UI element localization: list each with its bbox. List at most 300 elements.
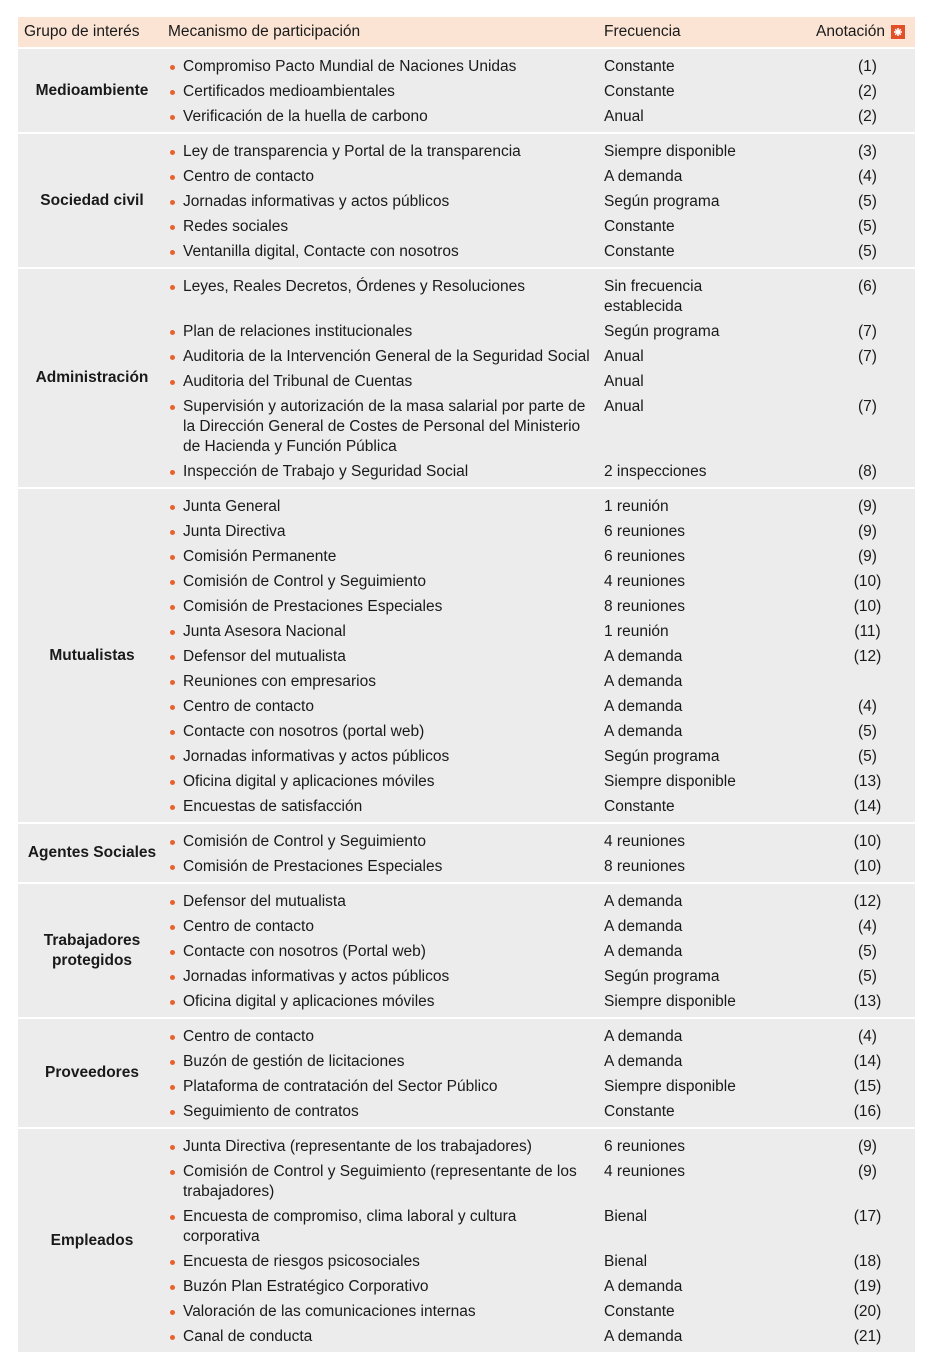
bullet-dot-icon	[170, 900, 175, 905]
table-header	[18, 17, 915, 47]
note-cell: (4)	[858, 167, 877, 185]
mechanism-text: Valoración de las comunicaciones internas	[183, 1302, 476, 1320]
table-row	[166, 344, 915, 369]
stakeholder-group	[18, 882, 915, 1017]
bullet-dot-icon	[170, 780, 175, 785]
frequency-cell: A demanda	[604, 167, 683, 185]
note-cell: (12)	[853, 892, 882, 910]
header-mechanism: Mecanismo de participación	[168, 23, 361, 40]
frequency-cell: A demanda	[604, 647, 683, 665]
note-cell: (5)	[858, 967, 877, 985]
note-cell: (1)	[858, 57, 877, 75]
mechanism-text: Leyes, Reales Decretos, Órdenes y Resoluciones	[183, 277, 526, 295]
bullet-dot-icon	[170, 1145, 175, 1150]
frequency-cell: 6 reuniones	[604, 547, 686, 565]
bullet-dot-icon	[170, 1085, 175, 1090]
frequency-cell: A demanda	[604, 1052, 683, 1070]
bullet-dot-icon	[170, 865, 175, 870]
mechanism-text: Comisión de Prestaciones Especiales	[183, 857, 443, 875]
mechanism-text: Encuesta de riesgos psicosociales	[183, 1252, 420, 1270]
bullet-dot-icon	[170, 1170, 175, 1175]
table-row	[166, 1024, 915, 1049]
mechanism-cell	[166, 697, 604, 717]
bullet-dot-icon	[170, 755, 175, 760]
stakeholder-group	[18, 267, 915, 487]
table-row	[166, 569, 915, 594]
bullet-dot-icon	[170, 975, 175, 980]
mechanism-cell	[166, 107, 604, 127]
group-rows	[166, 1129, 915, 1352]
group-rows	[166, 49, 915, 132]
table-row	[166, 274, 915, 319]
mechanism-text: Contacte con nosotros (portal web)	[183, 722, 425, 740]
frequency-cell: Anual	[604, 372, 644, 390]
bullet-dot-icon	[170, 530, 175, 535]
bullet-dot-icon	[170, 355, 175, 360]
bullet-dot-icon	[170, 380, 175, 385]
mechanism-text: Jornadas informativas y actos públicos	[183, 967, 450, 985]
table-row	[166, 619, 915, 644]
mechanism-text: Junta Directiva (representante de los trabajadores)	[183, 1137, 532, 1155]
note-cell: (20)	[853, 1302, 882, 1320]
frequency-cell: Siempre disponible	[604, 1077, 736, 1095]
table-row	[166, 964, 915, 989]
frequency-cell: Según programa	[604, 967, 720, 985]
mechanism-text: Centro de contacto	[183, 1027, 314, 1045]
stakeholder-group	[18, 1127, 915, 1352]
table-row	[166, 239, 915, 264]
note-cell: (5)	[858, 942, 877, 960]
table-row	[166, 1134, 915, 1159]
mechanism-cell	[166, 217, 604, 237]
mechanism-cell	[166, 142, 604, 162]
mechanism-text: Encuestas de satisfacción	[183, 797, 363, 815]
frequency-cell: A demanda	[604, 917, 683, 935]
mechanism-cell	[166, 347, 604, 367]
group-rows	[166, 134, 915, 267]
note-cell: (8)	[858, 462, 877, 480]
mechanism-text: Encuesta de compromiso, clima laboral y cultura corporativa	[183, 1207, 517, 1245]
mechanism-text: Seguimiento de contratos	[183, 1102, 359, 1120]
table-row	[166, 1049, 915, 1074]
mechanism-text: Junta General	[183, 497, 281, 515]
mechanism-text: Contacte con nosotros (Portal web)	[183, 942, 426, 960]
mechanism-cell	[166, 242, 604, 262]
mechanism-text: Auditoria de la Intervención General de la Seguridad Social	[183, 347, 590, 365]
mechanism-text: Buzón Plan Estratégico Corporativo	[183, 1277, 429, 1295]
frequency-cell: Constante	[604, 797, 675, 815]
mechanism-text: Certificados medioambientales	[183, 82, 395, 100]
frequency-cell: A demanda	[604, 892, 683, 910]
stakeholder-group	[18, 132, 915, 267]
note-cell: (11)	[854, 622, 881, 640]
table-row	[166, 1099, 915, 1124]
header-note-cell	[780, 23, 915, 41]
frequency-cell: Según programa	[604, 192, 720, 210]
stakeholder-group	[18, 1017, 915, 1127]
bullet-dot-icon	[170, 605, 175, 610]
note-cell: (5)	[858, 747, 877, 765]
table-row	[166, 319, 915, 344]
note-cell: (7)	[858, 347, 877, 365]
mechanism-cell	[166, 167, 604, 187]
mechanism-cell	[166, 722, 604, 742]
table-row	[166, 214, 915, 239]
bullet-dot-icon	[170, 805, 175, 810]
mechanism-text: Compromiso Pacto Mundial de Naciones Unidas	[183, 57, 517, 75]
mechanism-text: Defensor del mutualista	[183, 892, 346, 910]
bullet-dot-icon	[170, 200, 175, 205]
bullet-dot-icon	[170, 840, 175, 845]
bullet-dot-icon	[170, 175, 175, 180]
group-rows	[166, 489, 915, 822]
table-row	[166, 1204, 915, 1249]
bullet-dot-icon	[170, 90, 175, 95]
mechanism-cell	[166, 672, 604, 692]
mechanism-cell	[166, 797, 604, 817]
mechanism-cell	[166, 1302, 604, 1322]
mechanism-text: Junta Asesora Nacional	[183, 622, 346, 640]
bullet-dot-icon	[170, 655, 175, 660]
mechanism-cell	[166, 967, 604, 987]
frequency-cell: A demanda	[604, 672, 683, 690]
note-cell: (2)	[858, 107, 877, 125]
note-cell: (10)	[853, 597, 882, 615]
table-row	[166, 164, 915, 189]
frequency-cell: Bienal	[604, 1207, 648, 1225]
header-frequency: Frecuencia	[604, 23, 681, 40]
stakeholder-group	[18, 47, 915, 132]
group-label: Administración	[35, 369, 149, 386]
bullet-dot-icon	[170, 630, 175, 635]
mechanism-cell	[166, 322, 604, 342]
mechanism-cell	[166, 647, 604, 667]
group-rows	[166, 269, 915, 487]
note-cell: (5)	[858, 217, 877, 235]
frequency-cell: Anual	[604, 397, 644, 415]
table-row	[166, 989, 915, 1014]
table-row	[166, 744, 915, 769]
frequency-cell: 2 inspecciones	[604, 462, 707, 480]
bullet-dot-icon	[170, 1110, 175, 1115]
frequency-cell: Constante	[604, 1102, 675, 1120]
mechanism-cell	[166, 892, 604, 912]
note-cell: (10)	[853, 857, 882, 875]
note-cell: (15)	[853, 1077, 882, 1095]
bullet-dot-icon	[170, 250, 175, 255]
mechanism-text: Buzón de gestión de licitaciones	[183, 1052, 405, 1070]
mechanism-cell	[166, 1077, 604, 1097]
mechanism-cell	[166, 57, 604, 77]
mechanism-cell	[166, 1102, 604, 1122]
frequency-cell: Constante	[604, 1302, 675, 1320]
group-label: Proveedores	[45, 1064, 139, 1081]
note-cell: (5)	[858, 722, 877, 740]
table-row	[166, 139, 915, 164]
table-row	[166, 694, 915, 719]
mechanism-text: Comisión de Control y Seguimiento (representante de los trabajadores)	[183, 1162, 577, 1200]
frequency-cell: Bienal	[604, 1252, 648, 1270]
group-rows	[166, 1019, 915, 1127]
mechanism-cell	[166, 572, 604, 592]
note-cell: (10)	[853, 832, 882, 850]
frequency-cell: 1 reunión	[604, 622, 669, 640]
frequency-cell: 6 reuniones	[604, 522, 686, 540]
mechanism-text: Ley de transparencia y Portal de la transparencia	[183, 142, 521, 160]
note-cell: (17)	[853, 1207, 882, 1225]
mechanism-cell	[166, 547, 604, 567]
frequency-cell: Constante	[604, 82, 675, 100]
mechanism-text: Centro de contacto	[183, 697, 314, 715]
bullet-dot-icon	[170, 730, 175, 735]
frequency-cell: 6 reuniones	[604, 1137, 686, 1155]
mechanism-text: Jornadas informativas y actos públicos	[183, 747, 450, 765]
bullet-dot-icon	[170, 505, 175, 510]
group-label: Trabajadores protegidos	[43, 931, 141, 969]
bullet-dot-icon	[170, 150, 175, 155]
table-row	[166, 669, 915, 694]
note-cell: (7)	[858, 322, 877, 340]
note-cell: (5)	[858, 192, 877, 210]
mechanism-cell	[166, 82, 604, 102]
mechanism-text: Comisión de Prestaciones Especiales	[183, 597, 443, 615]
mechanism-text: Redes sociales	[183, 217, 289, 235]
stakeholder-group	[18, 822, 915, 882]
mechanism-text: Junta Directiva	[183, 522, 286, 540]
table-body	[18, 47, 915, 1352]
note-cell: (5)	[858, 242, 877, 260]
mechanism-text: Comisión Permanente	[183, 547, 337, 565]
mechanism-cell	[166, 747, 604, 767]
note-cell: (9)	[858, 547, 877, 565]
note-cell: (6)	[858, 277, 877, 295]
stakeholder-table	[18, 17, 915, 1352]
mechanism-text: Comisión de Control y Seguimiento	[183, 832, 426, 850]
frequency-cell: A demanda	[604, 722, 683, 740]
mechanism-cell	[166, 1207, 604, 1247]
mechanism-cell	[166, 497, 604, 517]
note-cell: (4)	[858, 1027, 877, 1045]
mechanism-cell	[166, 857, 604, 877]
frequency-cell: Siempre disponible	[604, 992, 736, 1010]
bullet-dot-icon	[170, 1060, 175, 1065]
mechanism-cell	[166, 1252, 604, 1272]
frequency-cell: 1 reunión	[604, 497, 669, 515]
bullet-dot-icon	[170, 1000, 175, 1005]
bullet-dot-icon	[170, 330, 175, 335]
note-cell: (13)	[853, 772, 882, 790]
mechanism-text: Centro de contacto	[183, 167, 314, 185]
table-row	[166, 369, 915, 394]
mechanism-cell	[166, 772, 604, 792]
mechanism-text: Plan de relaciones institucionales	[183, 322, 413, 340]
table-row	[166, 1074, 915, 1099]
mechanism-cell	[166, 372, 604, 392]
orange-square-asterisk-icon	[891, 25, 905, 39]
mechanism-cell	[166, 1137, 604, 1157]
table-row	[166, 544, 915, 569]
bullet-dot-icon	[170, 470, 175, 475]
mechanism-text: Inspección de Trabajo y Seguridad Social	[183, 462, 469, 480]
bullet-dot-icon	[170, 705, 175, 710]
bullet-dot-icon	[170, 555, 175, 560]
note-cell: (16)	[853, 1102, 882, 1120]
table-row	[166, 79, 915, 104]
note-cell: (21)	[853, 1327, 882, 1345]
table-row	[166, 1299, 915, 1324]
table-row	[166, 104, 915, 129]
frequency-cell: Constante	[604, 57, 675, 75]
table-row	[166, 1274, 915, 1299]
mechanism-text: Auditoria del Tribunal de Cuentas	[183, 372, 413, 390]
header-group: Grupo de interés	[24, 23, 140, 40]
table-row	[166, 1159, 915, 1204]
mechanism-cell	[166, 917, 604, 937]
note-cell: (4)	[858, 697, 877, 715]
mechanism-text: Jornadas informativas y actos públicos	[183, 192, 450, 210]
frequency-cell: A demanda	[604, 942, 683, 960]
mechanism-text: Oficina digital y aplicaciones móviles	[183, 992, 435, 1010]
bullet-dot-icon	[170, 680, 175, 685]
table-row	[166, 189, 915, 214]
mechanism-cell	[166, 1162, 604, 1202]
bullet-dot-icon	[170, 925, 175, 930]
table-row	[166, 829, 915, 854]
frequency-cell: 4 reuniones	[604, 832, 686, 850]
bullet-dot-icon	[170, 1335, 175, 1340]
note-cell: (4)	[858, 917, 877, 935]
note-cell: (14)	[853, 1052, 882, 1070]
table-row	[166, 939, 915, 964]
frequency-cell: 8 reuniones	[604, 597, 686, 615]
note-cell: (12)	[853, 647, 882, 665]
frequency-cell: 8 reuniones	[604, 857, 686, 875]
bullet-dot-icon	[170, 405, 175, 410]
table-row	[166, 459, 915, 484]
bullet-dot-icon	[170, 580, 175, 585]
header-note: Anotación	[816, 23, 885, 40]
group-rows	[166, 884, 915, 1017]
mechanism-cell	[166, 1052, 604, 1072]
note-cell: (9)	[858, 497, 877, 515]
note-cell: (9)	[858, 1162, 877, 1180]
frequency-cell: 4 reuniones	[604, 1162, 686, 1180]
note-cell: (3)	[858, 142, 877, 160]
note-cell: (13)	[853, 992, 882, 1010]
mechanism-cell	[166, 277, 604, 317]
frequency-cell: Según programa	[604, 747, 720, 765]
table-row	[166, 889, 915, 914]
group-label: Agentes Sociales	[27, 844, 157, 861]
mechanism-text: Oficina digital y aplicaciones móviles	[183, 772, 435, 790]
table-row	[166, 914, 915, 939]
mechanism-text: Reuniones con empresarios	[183, 672, 376, 690]
bullet-dot-icon	[170, 950, 175, 955]
group-label: Empleados	[50, 1231, 134, 1249]
mechanism-text: Defensor del mutualista	[183, 647, 346, 665]
bullet-dot-icon	[170, 225, 175, 230]
frequency-cell: Constante	[604, 242, 675, 260]
table-row	[166, 769, 915, 794]
group-label: Medioambiente	[35, 81, 149, 99]
mechanism-cell	[166, 832, 604, 852]
bullet-dot-icon	[170, 1285, 175, 1290]
table-row	[166, 644, 915, 669]
bullet-dot-icon	[170, 1215, 175, 1220]
frequency-cell: A demanda	[604, 1027, 683, 1045]
table-row	[166, 719, 915, 744]
table-row	[166, 519, 915, 544]
mechanism-text: Plataforma de contratación del Sector Público	[183, 1077, 498, 1095]
table-row	[166, 854, 915, 879]
mechanism-cell	[166, 397, 604, 457]
mechanism-text: Verificación de la huella de carbono	[183, 107, 428, 125]
mechanism-cell	[166, 1277, 604, 1297]
frequency-cell: Anual	[604, 107, 644, 125]
note-cell: (14)	[853, 797, 882, 815]
frequency-cell: A demanda	[604, 1327, 683, 1345]
group-label: Mutualistas	[49, 646, 135, 664]
note-cell	[780, 372, 915, 392]
mechanism-cell	[166, 992, 604, 1012]
table-row	[166, 594, 915, 619]
table-row	[166, 1324, 915, 1349]
frequency-cell: Anual	[604, 347, 644, 365]
note-cell	[780, 672, 915, 692]
note-cell: (2)	[858, 82, 877, 100]
mechanism-text: Canal de conducta	[183, 1327, 313, 1345]
note-cell: (10)	[853, 572, 882, 590]
table-row	[166, 394, 915, 459]
mechanism-text: Centro de contacto	[183, 917, 314, 935]
frequency-cell: A demanda	[604, 697, 683, 715]
mechanism-text: Ventanilla digital, Contacte con nosotros	[183, 242, 459, 260]
bullet-dot-icon	[170, 285, 175, 290]
mechanism-cell	[166, 622, 604, 642]
bullet-dot-icon	[170, 1260, 175, 1265]
frequency-cell: A demanda	[604, 1277, 683, 1295]
table-row	[166, 54, 915, 79]
stakeholder-group	[18, 487, 915, 822]
frequency-cell: Constante	[604, 217, 675, 235]
mechanism-cell	[166, 1327, 604, 1347]
mechanism-cell	[166, 192, 604, 212]
group-label: Sociedad civil	[40, 191, 144, 209]
note-cell: (7)	[858, 397, 877, 415]
bullet-dot-icon	[170, 65, 175, 70]
mechanism-cell	[166, 522, 604, 542]
bullet-dot-icon	[170, 1035, 175, 1040]
mechanism-text: Comisión de Control y Seguimiento	[183, 572, 426, 590]
mechanism-cell	[166, 1027, 604, 1047]
table-row	[166, 1249, 915, 1274]
bullet-dot-icon	[170, 115, 175, 120]
table-row	[166, 794, 915, 819]
frequency-cell: Según programa	[604, 322, 720, 340]
note-cell: (9)	[858, 522, 877, 540]
note-cell: (18)	[853, 1252, 882, 1270]
note-cell: (9)	[858, 1137, 877, 1155]
note-cell: (19)	[853, 1277, 882, 1295]
frequency-cell: Siempre disponible	[604, 772, 736, 790]
mechanism-cell	[166, 462, 604, 482]
mechanism-text: Supervisión y autorización de la masa salarial por parte de la Dirección General de Costes de Personal del Ministerio de Hacienda y Función Pública	[183, 397, 586, 455]
frequency-cell: Sin frecuencia establecida	[604, 277, 703, 315]
frequency-cell: Siempre disponible	[604, 142, 736, 160]
mechanism-cell	[166, 942, 604, 962]
frequency-cell: 4 reuniones	[604, 572, 686, 590]
group-rows	[166, 824, 915, 882]
